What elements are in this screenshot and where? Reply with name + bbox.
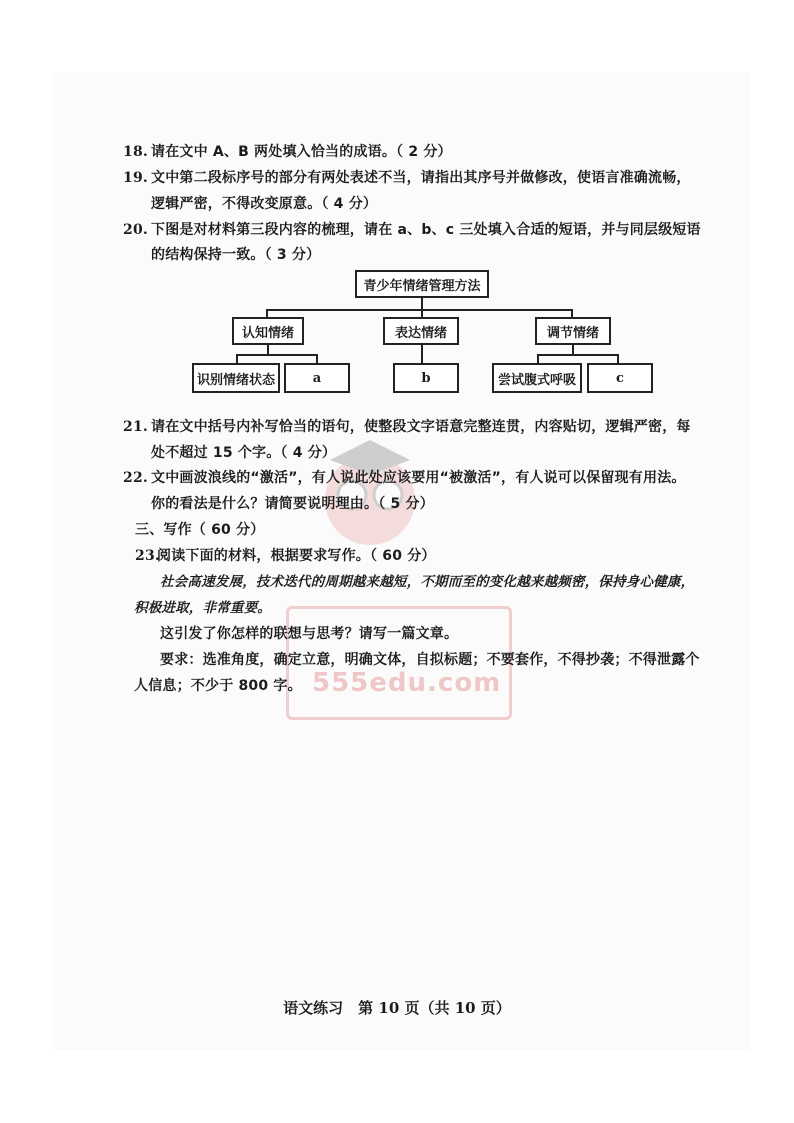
question-23: 23.阅读下面的材料，根据要求写作。（ 60 分）	[135, 548, 436, 564]
requirements-line-2: 人信息；不少于 800 字。	[134, 678, 302, 694]
diagram-node-cognize: 认知情绪	[232, 317, 304, 345]
watermark-text: 555edu.com	[312, 668, 502, 698]
diagram-blank-c: c	[587, 363, 653, 393]
question-22-cont: 你的看法是什么？请简要说明理由。（ 5 分）	[151, 496, 434, 512]
diagram-leaf-identify: 识别情绪状态	[192, 363, 280, 393]
question-19: 19. 文中第二段标序号的部分有两处表述不当，请指出其序号并做修改，使语言准确流畅，	[123, 170, 691, 186]
question-21-cont: 处不超过 15 个字。（ 4 分）	[151, 445, 337, 461]
requirements-line-1: 要求：选准角度，确定立意，明确文体，自拟标题；不要套作，不得抄袭；不得泄露个	[160, 652, 700, 668]
diagram-blank-b: b	[393, 363, 459, 393]
question-22: 22. 文中画波浪线的“激活”，有人说此处应该要用“被激活”，有人说可以保留现有用法。	[123, 470, 686, 486]
diagram-root: 青少年情绪管理方法	[355, 270, 489, 298]
material-line-1: 社会高速发展，技术迭代的周期越来越短，不期而至的变化越来越频密，保持身心健康，	[160, 574, 695, 590]
section-writing-title: 三、写作（ 60 分）	[135, 522, 265, 538]
diagram-blank-a: a	[284, 363, 350, 393]
question-18: 18. 请在文中 A、B 两处填入恰当的成语。（ 2 分）	[123, 144, 452, 160]
material-line-2: 积极进取，非常重要。	[134, 600, 271, 616]
page-footer: 语文练习 第 10 页（共 10 页）	[283, 999, 511, 1017]
diagram-node-regulate: 调节情绪	[535, 317, 611, 345]
writing-prompt: 这引发了你怎样的联想与思考？请写一篇文章。	[160, 626, 459, 642]
question-19-cont: 逻辑严密，不得改变原意。（ 4 分）	[151, 196, 378, 212]
diagram-leaf-breathing: 尝试腹式呼吸	[492, 363, 582, 393]
question-21: 21. 请在文中括号内补写恰当的语句，使整段文字语意完整连贯，内容贴切，逻辑严密，每	[123, 419, 691, 435]
question-20: 20. 下图是对材料第三段内容的梳理，请在 a、b、c 三处填入合适的短语，并与同层级短语	[123, 222, 701, 238]
question-20-cont: 的结构保持一致。（ 3 分）	[151, 247, 321, 263]
diagram-node-express: 表达情绪	[383, 317, 459, 345]
